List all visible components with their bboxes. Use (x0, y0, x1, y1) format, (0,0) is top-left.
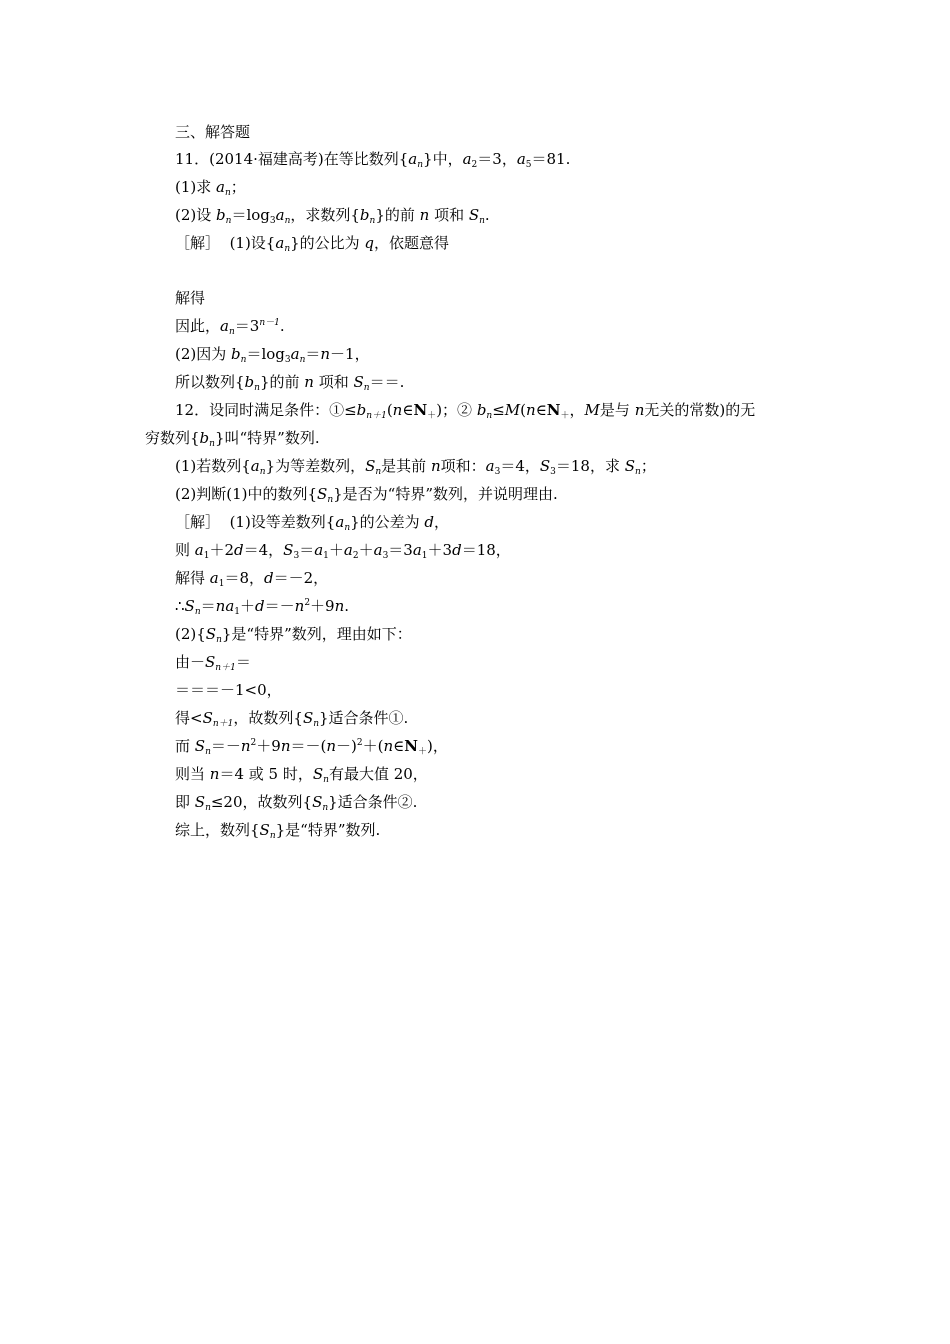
q12-solution-8: 得$<S_{n+1}$，故数列$\{S_n\}$适合条件①. (175, 709, 409, 729)
q12-solution-5: $(2)\{S_n\}$是“特界”数列，理由如下： (175, 625, 412, 645)
q12-solution-2: 则 $a_1+2d=4$，$S_3=a_1+a_2+a_3=3a_1+3d=18$， (175, 541, 511, 561)
q11-part2: (2)设 $b_n=\log_3a_n$，求数列$\{b_n\}$的前 n 项和 $S_n$. (175, 206, 490, 226)
q11-solution-jiede: 解得 (175, 289, 206, 307)
q12-solution-12: 综上，数列$\{S_n\}$是“特界”数列. (175, 821, 381, 841)
q12-part2: (2)判断(1)中的数列$\{S_n\}$是否为“特界”数列，并说明理由. (175, 485, 558, 505)
q12-solution-6: 由$-S_{n+1}=$ (175, 653, 251, 673)
q12-solution-10: 则当 n＝4 或 5 时，$S_n$有最大值 20， (175, 765, 428, 785)
q11-solution-1: ［解］ (1)设$\{a_n\}$的公比为 q，依题意得 (175, 234, 450, 254)
q12-part1: (1)若数列$\{a_n\}$为等差数列，$S_n$是其前 n项和：$a_3=4$，$S_3=18$，求 $S_n$； (175, 457, 656, 477)
q12-solution-11: 即 $S_n\le 20$，故数列$\{S_n\}$适合条件②. (175, 793, 418, 813)
q11-solution-an: 因此，$a_n=3^{n-1}$. (175, 317, 285, 337)
q12-solution-9: 而 $S_n=-n^2+9n=-(n-)^2+(n\in N_+)$， (175, 737, 448, 757)
q11-part1: (1)求 $a_n$； (175, 178, 246, 198)
q11-stem: 11．(2014·福建高考)在等比数列$\{a_n\}$中，$a_2=3$，$a_5=81$. (175, 150, 571, 170)
q12-solution-4: $\therefore S_n=na_1+d=-n^2+9n$. (175, 597, 350, 617)
q12-solution-1: ［解］ (1)设等差数列$\{a_n\}$的公差为 d， (175, 513, 450, 533)
q11-solution-bn: (2)因为 $b_n=\log_3a_n=n-1$， (175, 345, 370, 365)
q12-stem-1: 12．设同时满足条件：$①\le b_{n+1}(n\in N_+)$；② $b_n\le M(n\in N_+$，M是与 n无关的常数)的无 (175, 401, 756, 421)
q11-solution-sum: 所以数列$\{b_n\}$的前 n 项和 $S_n==$. (175, 373, 405, 393)
q12-solution-3: 解得 $a_1=8$，d＝－2， (175, 569, 329, 589)
q12-stem-2: 穷数列$\{b_n\}$叫“特界”数列. (145, 429, 320, 449)
q12-solution-7: ＝＝＝－1<0， (175, 681, 282, 699)
section-title: 三、解答题 (175, 123, 251, 141)
